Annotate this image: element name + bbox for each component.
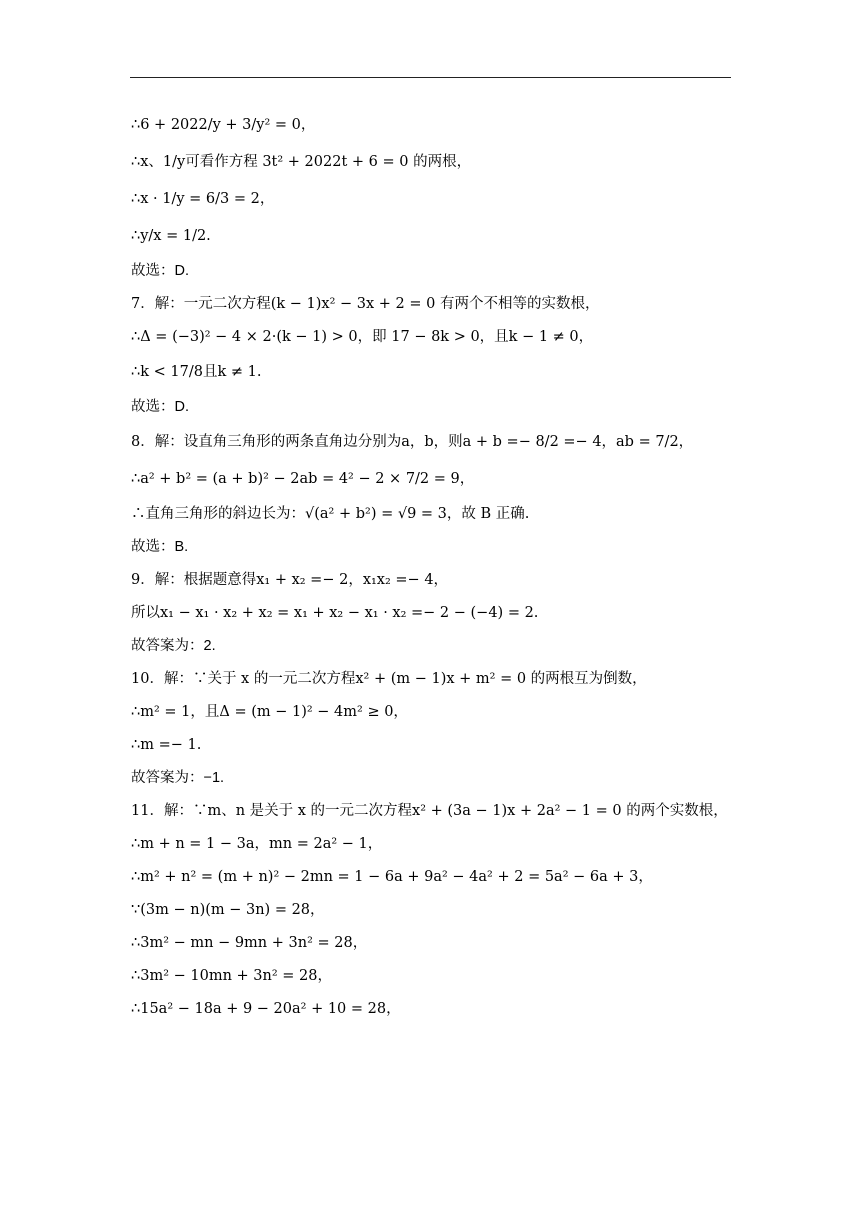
solution-text — [131, 106, 731, 1025]
text-line: ∴15a² − 18a + 9 − 20a² + 10 = 28， — [131, 1000, 401, 1017]
text-line: ∴x · 1/y = 6/3 = 2， — [131, 190, 275, 207]
text-line: ∵(3m − n)(m − 3n) = 28， — [131, 901, 325, 918]
answer-line: 故选：B. — [131, 538, 189, 555]
text-line: ∴直角三角形的斜边长为：√(a² + b²) = √9 = 3，故 B 正确. — [131, 505, 530, 522]
text-line: ∴m =− 1. — [131, 736, 202, 753]
text-line: 7．解：一元二次方程(k − 1)x² − 3x + 2 = 0 有两个不相等的实数根， — [131, 295, 600, 312]
text-line: ∴3m² − 10mn + 3n² = 28， — [131, 967, 332, 984]
text-line: ∴x、1/y可看作方程 3t² + 2022t + 6 = 0 的两根， — [131, 153, 472, 170]
text-line: ∴m² = 1，且Δ = (m − 1)² − 4m² ≥ 0， — [131, 703, 408, 720]
text-line: ∴a² + b² = (a + b)² − 2ab = 4² − 2 × 7/2 = 9， — [131, 470, 475, 487]
text-line: 8．解：设直角三角形的两条直角边分别为a，b，则a + b =− 8/2 =− 4，ab = 7/2， — [131, 433, 694, 450]
answer-line: 故答案为：−1. — [131, 769, 225, 786]
text-line: ∴y/x = 1/2. — [131, 227, 211, 244]
text-line: ∴m + n = 1 − 3a，mn = 2a² − 1， — [131, 835, 383, 852]
header-rule — [130, 77, 731, 78]
text-line: ∴Δ = (−3)² − 4 × 2·(k − 1) > 0，即 17 − 8k > 0，且k − 1 ≠ 0， — [131, 328, 594, 345]
answer-line: 故答案为：2. — [131, 637, 216, 654]
answer-line: 故选：D. — [131, 398, 189, 415]
text-line: 11．解：∵m、n 是关于 x 的一元二次方程x² + (3a − 1)x + 2a² − 1 = 0 的两个实数根， — [131, 802, 728, 819]
text-line: ∴k < 17/8且k ≠ 1. — [131, 363, 262, 380]
text-line: ∴m² + n² = (m + n)² − 2mn = 1 − 6a + 9a² − 4a² + 2 = 5a² − 6a + 3， — [131, 868, 653, 885]
text-line: 10．解：∵关于 x 的一元二次方程x² + (m − 1)x + m² = 0 的两根互为倒数， — [131, 670, 647, 687]
text-line: 所以x₁ − x₁ · x₂ + x₂ = x₁ + x₂ − x₁ · x₂ =− 2 − (−4) = 2. — [131, 604, 539, 621]
text-line: ∴6 + 2022/y + 3/y² = 0， — [131, 116, 316, 133]
text-line: ∴3m² − mn − 9mn + 3n² = 28， — [131, 934, 368, 951]
answer-line: 故选：D. — [131, 262, 189, 279]
text-line: 9．解：根据题意得x₁ + x₂ =− 2，x₁x₂ =− 4， — [131, 571, 449, 588]
